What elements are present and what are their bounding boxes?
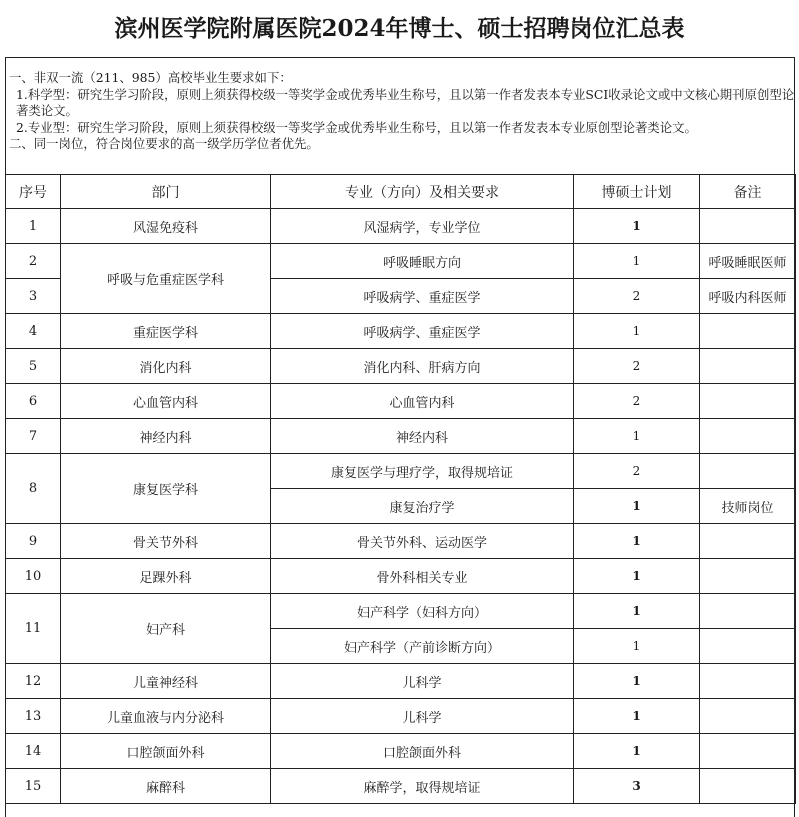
table-row [6,664,796,699]
table-row [6,594,796,629]
cell-no: 12 [6,664,61,699]
cell-dept: 风湿免疫科 [61,209,271,244]
cell-major: 消化内科、肝病方向 [271,349,574,384]
cell-plan: 1 [574,594,700,629]
cell-major: 麻醉学，取得规培证 [271,769,574,804]
cell-note [700,699,796,734]
table-row [6,769,796,804]
cell-dept: 口腔颌面外科 [61,734,271,769]
cell-note [700,594,796,629]
requirements-notes [5,57,795,175]
cell-plan: 1 [574,664,700,699]
table-row [6,454,796,489]
header-note: 备注 [700,175,796,209]
header-major: 专业（方向）及相关要求 [271,175,574,209]
cell-note [700,664,796,699]
cell-major: 骨关节外科、运动医学 [271,524,574,559]
cell-dept: 呼吸与危重症医学科 [61,244,271,314]
table-row [6,384,796,419]
cell-plan: 1 [574,524,700,559]
cell-plan: 1 [574,699,700,734]
recruitment-table [5,174,796,804]
table-row [6,734,796,769]
table-row [6,559,796,594]
cell-dept: 消化内科 [61,349,271,384]
cell-plan: 2 [574,454,700,489]
cell-no: 3 [6,279,61,314]
cell-dept: 儿童血液与内分泌科 [61,699,271,734]
cell-dept: 神经内科 [61,419,271,454]
cell-dept: 麻醉科 [61,769,271,804]
cell-no: 10 [6,559,61,594]
cell-major: 心血管内科 [271,384,574,419]
note-line: 二、同一岗位，符合岗位要求的高一级学历学位者优先。 [9,136,319,151]
header-dept: 部门 [61,175,271,209]
cell-plan: 1 [574,244,700,279]
cell-note [700,454,796,489]
cell-plan: 2 [574,349,700,384]
cell-no: 5 [6,349,61,384]
cell-note: 技师岗位 [700,489,796,524]
header-no: 序号 [6,175,61,209]
cell-note [700,419,796,454]
cell-major: 骨外科相关专业 [271,559,574,594]
cell-major: 呼吸病学、重症医学 [271,279,574,314]
cell-note [700,769,796,804]
cell-no: 4 [6,314,61,349]
table-row [6,419,796,454]
cell-major: 儿科学 [271,664,574,699]
cell-dept: 儿童神经科 [61,664,271,699]
cell-no: 6 [6,384,61,419]
cell-major: 风湿病学，专业学位 [271,209,574,244]
note-line: 2.专业型：研究生学习阶段，原则上须获得校级一等奖学金或优秀毕业生称号，且以第一作者发表本专业原创型论著类论文。 [16,119,697,135]
cell-major: 呼吸睡眠方向 [271,244,574,279]
cell-dept: 康复医学科 [61,454,271,524]
cell-dept: 心血管内科 [61,384,271,419]
note-line: 一、非双一流（211、985）高校毕业生要求如下： [9,70,292,85]
cell-plan: 1 [574,209,700,244]
cell-major: 妇产科学（产前诊断方向） [271,629,574,664]
cell-note [700,559,796,594]
cell-major: 儿科学 [271,699,574,734]
cell-plan: 1 [574,489,700,524]
cell-plan: 1 [574,559,700,594]
cell-dept: 骨关节外科 [61,524,271,559]
cell-major: 妇产科学（妇科方向） [271,594,574,629]
cell-major: 康复治疗学 [271,489,574,524]
cell-note: 呼吸睡眠医师 [700,244,796,279]
cell-major: 口腔颌面外科 [271,734,574,769]
cell-dept: 重症医学科 [61,314,271,349]
cell-plan: 3 [574,769,700,804]
cell-plan: 1 [574,419,700,454]
table-row [6,349,796,384]
cell-plan: 1 [574,629,700,664]
cell-note [700,349,796,384]
cell-no: 1 [6,209,61,244]
cell-note [700,384,796,419]
table-row [6,699,796,734]
cell-no: 7 [6,419,61,454]
cell-no: 8 [6,454,61,524]
cell-major: 康复医学与理疗学，取得规培证 [271,454,574,489]
cell-no: 14 [6,734,61,769]
cell-no: 13 [6,699,61,734]
cell-no: 15 [6,769,61,804]
cell-plan: 2 [574,384,700,419]
cell-dept: 妇产科 [61,594,271,664]
table-header-row [6,175,796,209]
cell-note [700,524,796,559]
cell-plan: 2 [574,279,700,314]
page-title: 滨州医学院附属医院2024年博士、硕士招聘岗位汇总表 [114,15,685,42]
table-row [6,314,796,349]
cell-note: 呼吸内科医师 [700,279,796,314]
table-row [6,209,796,244]
header-plan: 博硕士计划 [574,175,700,209]
cell-major: 神经内科 [271,419,574,454]
cell-plan: 1 [574,314,700,349]
cell-major: 呼吸病学、重症医学 [271,314,574,349]
note-line: 1.科学型：研究生学习阶段，原则上须获得校级一等奖学金或优秀毕业生称号，且以第一作者发表本专业SCI收录论文或中文核心期刊原创型论著类论文。 [16,86,795,118]
table-row [6,524,796,559]
cell-dept: 足踝外科 [61,559,271,594]
cell-note [700,209,796,244]
cell-no: 9 [6,524,61,559]
cell-no: 11 [6,594,61,664]
cell-plan: 1 [574,734,700,769]
cell-note [700,314,796,349]
cell-no: 2 [6,244,61,279]
cell-note [700,629,796,664]
table-row [6,244,796,279]
cell-note [700,734,796,769]
